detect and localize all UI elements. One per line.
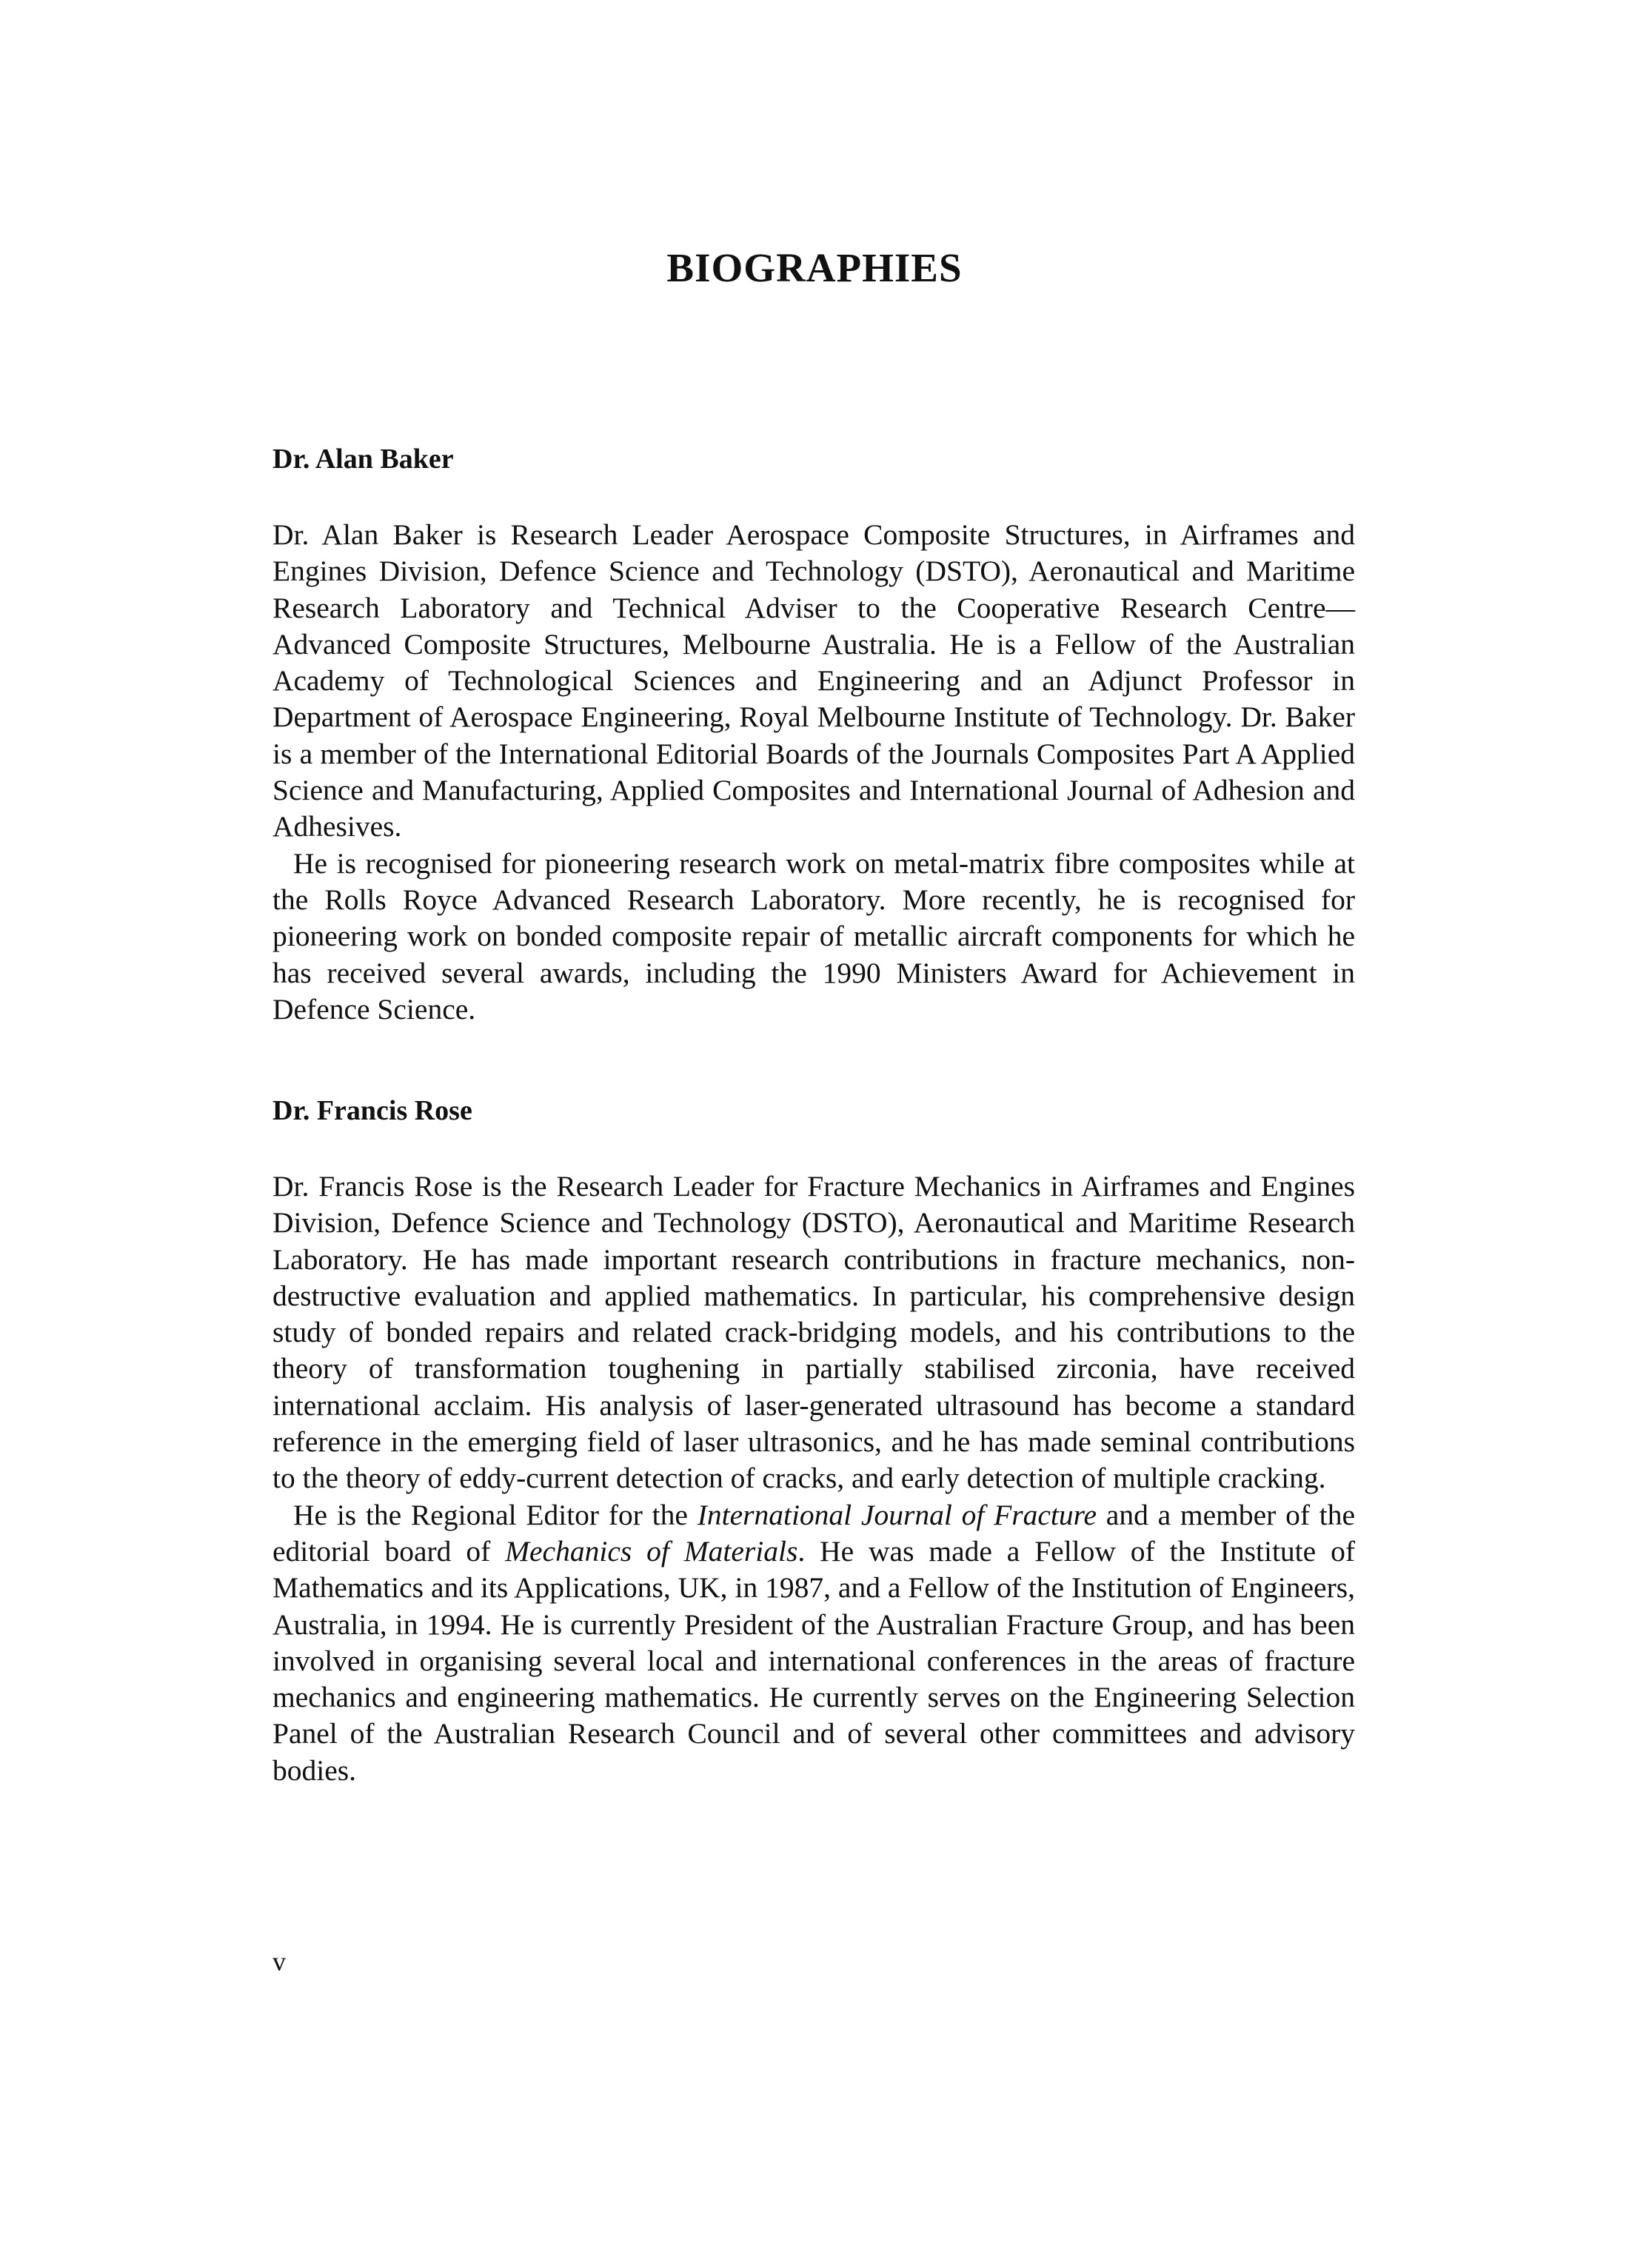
bio-heading: Dr. Francis Rose	[272, 1095, 472, 1126]
bio-alan-baker	[272, 441, 1355, 1028]
text-run: He is the Regional Editor for the	[293, 1498, 698, 1531]
journal-title: Mechanics of Materials	[505, 1534, 798, 1568]
journal-title: International Journal of Fracture	[697, 1498, 1097, 1531]
bio-paragraph: Dr. Francis Rose is the Research Leader for Fracture Mechanics in Airframes and Engines Division, Defence Science and Technology (DSTO), Aeronautical and Maritime Research Laboratory. He has made important research contributions in fracture mechanics, non-destructive evaluation and applied mathematics. In particular, his comprehensive design study of bonded repairs and related crack-bridging models, and his contributions to the theory of transformation toughening in partially stabilised zirconia, have received international acclaim. His analysis of laser-generated ultrasound has become a standard reference in the emerging field of laser ultrasonics, and he has made seminal contributions to the theory of eddy-current detection of cracks, and early detection of multiple cracking.	[272, 1170, 1355, 1495]
bio-heading: Dr. Alan Baker	[272, 444, 454, 475]
page-number: v	[272, 1947, 286, 1976]
bio-paragraph: Dr. Alan Baker is Research Leader Aerospace Composite Structures, in Airframes and Engines Division, Defence Science and Technology (DSTO), Aeronautical and Maritime Research Laboratory and Technical Adviser to the Cooperative Research Centre—Advanced Composite Structures, Melbourne Australia. He is a Fellow of the Australian Academy of Technological Sciences and Engineering and an Adjunct Professor in Department of Aerospace Engineering, Royal Melbourne Institute of Technology. Dr. Baker is a member of the International Editorial Boards of the Journals Composites Part A Applied Science and Manufacturing, Applied Composites and International Journal of Adhesion and Adhesives.	[272, 518, 1355, 843]
bio-paragraph: He is recognised for pioneering research work on metal-matrix fibre composites while at the Rolls Royce Advanced Research Laboratory. More recently, he is recognised for pioneering work on bonded composite repair of metallic aircraft components for which he has received several awards, including the 1990 Ministers Award for Achievement in Defence Science.	[272, 846, 1355, 1026]
text-run: . He was made a Fellow of the Institute of Mathematics and its Applications, UK, in 1987, and a Fellow of the Institution of Engineers, Australia, in 1994. He is currently President of the Australian Fracture Group, and has been involved in organising several local and international conferences in the areas of fracture mechanics and engineering mathematics. He currently serves on the Engineering Selection Panel of the Australian Research Council and of several other committees and advisory bodies.	[272, 1534, 1355, 1787]
text-run: and a member of the editorial board of	[272, 1498, 1355, 1568]
bio-francis-rose	[272, 1093, 1355, 1789]
bio-paragraph	[272, 1497, 1355, 1789]
page-title: BIOGRAPHIES	[666, 245, 963, 290]
